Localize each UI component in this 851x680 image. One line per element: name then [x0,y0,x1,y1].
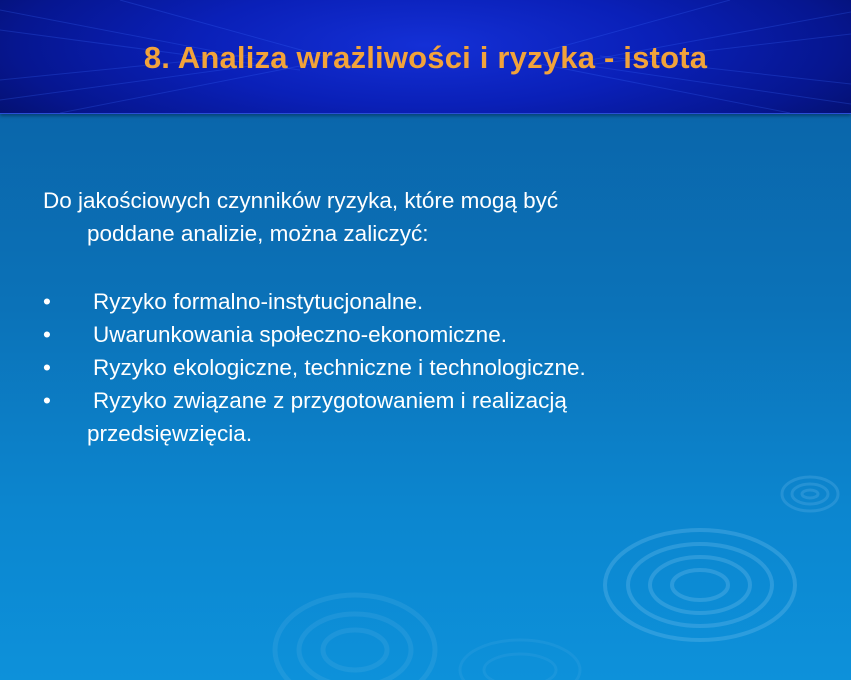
bullet-icon: • [43,355,51,380]
list-item-text: Ryzyko związane z przygotowaniem i realizacją [93,388,567,413]
intro-line-1: Do jakościowych czynników ryzyka, które mogą być [43,188,559,213]
bullet-icon: • [43,322,51,347]
list-item [43,318,803,351]
water-ripple-icon [0,380,851,680]
list-item-text: Uwarunkowania społeczno-ekonomiczne. [93,322,507,347]
list-item-text: Ryzyko ekologiczne, techniczne i technologiczne. [93,355,586,380]
bullet-icon: • [43,289,51,314]
bullet-icon: • [43,388,51,413]
intro-line-2: poddane analizie, można zaliczyć: [87,221,429,246]
list-item [43,285,803,318]
list-item-continuation: przedsięwzięcia. [87,421,253,446]
title-bar [0,0,851,114]
intro-paragraph [43,184,763,250]
slide-title: 8. Analiza wrażliwości i ryzyka - istota [143,40,708,75]
list-item-text: Ryzyko formalno-instytucjonalne. [93,289,424,314]
